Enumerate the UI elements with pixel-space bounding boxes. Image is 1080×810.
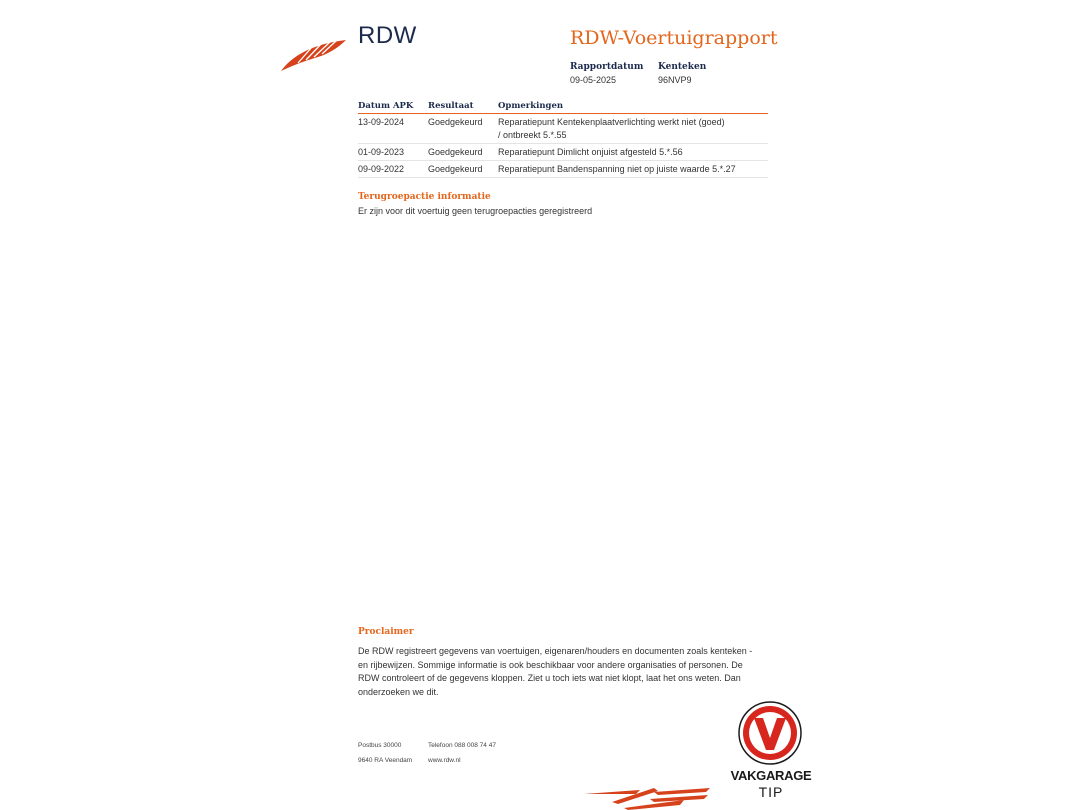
- footer-phone: Telefoon 088 008 74 47: [428, 742, 496, 749]
- apk-date: 13-09-2024: [358, 114, 428, 144]
- stripes-decoration-icon: [584, 786, 714, 810]
- apk-result: Goedgekeurd: [428, 161, 498, 178]
- apk-table: [358, 100, 768, 178]
- logo-text: RDW: [358, 22, 417, 49]
- apk-remarks: Reparatiepunt Bandenspanning niet op juiste waarde 5.*.27: [498, 161, 768, 178]
- plate-label: Kenteken: [658, 62, 707, 72]
- table-row: [358, 161, 768, 178]
- footer-city: 9640 RA Veendam: [358, 757, 413, 764]
- apk-date: 09-09-2022: [358, 161, 428, 178]
- vakgarage-tip: TIP: [758, 784, 784, 800]
- table-row: [358, 114, 768, 144]
- rdw-logo-icon: [278, 34, 350, 74]
- disclaimer-title: Proclaimer: [358, 627, 414, 637]
- footer-website[interactable]: www.rdw.nl: [428, 757, 461, 764]
- report-date-label: Rapportdatum: [570, 62, 644, 72]
- apk-result: Goedgekeurd: [428, 144, 498, 161]
- table-header-row: [358, 100, 768, 114]
- table-row: [358, 144, 768, 161]
- recall-text: Er zijn voor dit voertuig geen terugroepacties geregistreerd: [358, 206, 593, 216]
- apk-remarks: Reparatiepunt Kentekenplaatverlichting werkt niet (goed) / ontbreekt 5.*.55: [498, 114, 768, 144]
- apk-remarks: Reparatiepunt Dimlicht onjuist afgesteld 5.*.56: [498, 144, 768, 161]
- apk-date: 01-09-2023: [358, 144, 428, 161]
- footer-postbus: Postbus 30000: [358, 742, 402, 749]
- column-header-remarks: Opmerkingen: [498, 100, 768, 114]
- column-header-date: Datum APK: [358, 100, 428, 114]
- column-header-result: Resultaat: [428, 100, 498, 114]
- page-title: RDW-Voertuigrapport: [570, 27, 778, 49]
- plate-value: 96NVP9: [658, 75, 692, 85]
- report-date: 09-05-2025: [570, 75, 617, 85]
- vakgarage-label: VAKGARAGE: [730, 768, 812, 783]
- apk-result: Goedgekeurd: [428, 114, 498, 144]
- disclaimer-text: De RDW registreert gegevens van voertuigen, eigenaren/houders en documenten zoals kenteken - en rijbewijzen. Sommige informatie is ook beschikbaar voor andere organisaties of personen. De RDW controleert of de gegevens kloppen. Ziet u toch iets wat niet klopt, laat het ons weten. Dan onderzoeken we dit.: [358, 646, 753, 697]
- recall-title: Terugroepactie informatie: [358, 192, 491, 202]
